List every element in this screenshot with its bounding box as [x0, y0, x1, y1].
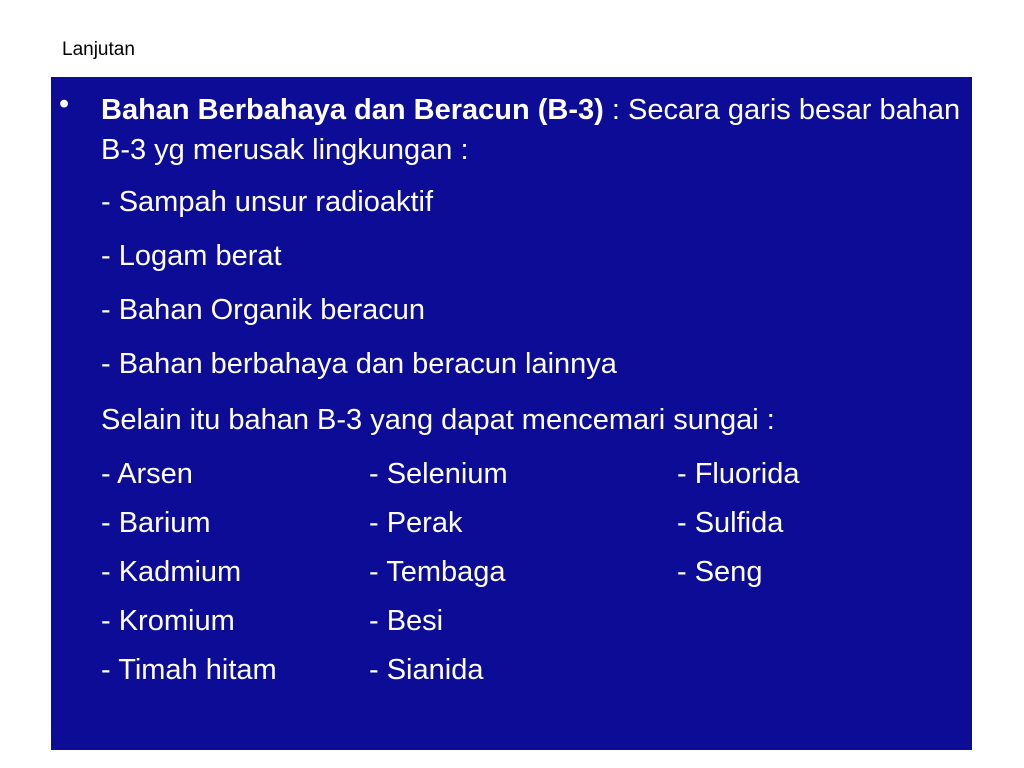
pollutant-item: - Kadmium [101, 556, 242, 588]
pollutant-item: - Arsen [101, 458, 193, 490]
intro-heading-bold: Bahan Berbahaya dan Beracun (B-3) [101, 94, 604, 126]
pollutant-item: - Perak [369, 507, 463, 539]
pollutant-item: - Tembaga [369, 556, 506, 588]
pollutant-item: - Barium [101, 507, 211, 539]
pollutant-item: - Seng [677, 556, 763, 588]
pollutant-item: - Fluorida [677, 458, 800, 490]
pollutant-item: - Sianida [369, 654, 484, 686]
list-item-radioaktif: - Sampah unsur radioaktif [101, 186, 434, 218]
bullet-icon: • [59, 88, 70, 120]
subheading: Selain itu bahan B-3 yang dapat mencemari sungai : [101, 404, 775, 436]
pollutant-item: - Kromium [101, 605, 235, 637]
intro-text [101, 90, 961, 170]
list-item-lainnya: - Bahan berbahaya dan beracun lainnya [101, 348, 617, 380]
pollutant-item: - Sulfida [677, 507, 784, 539]
intro-heading-rest: : Secara garis besar bahan B-3 yg merusak lingkungan : [101, 94, 961, 166]
slide-label: Lanjutan [62, 39, 135, 60]
content-box [51, 77, 972, 750]
pollutant-item: - Besi [369, 605, 444, 637]
pollutant-item: - Timah hitam [101, 654, 277, 686]
pollutant-item: - Selenium [369, 458, 508, 490]
list-item-logam-berat: - Logam berat [101, 240, 282, 272]
list-item-organik: - Bahan Organik beracun [101, 294, 426, 326]
